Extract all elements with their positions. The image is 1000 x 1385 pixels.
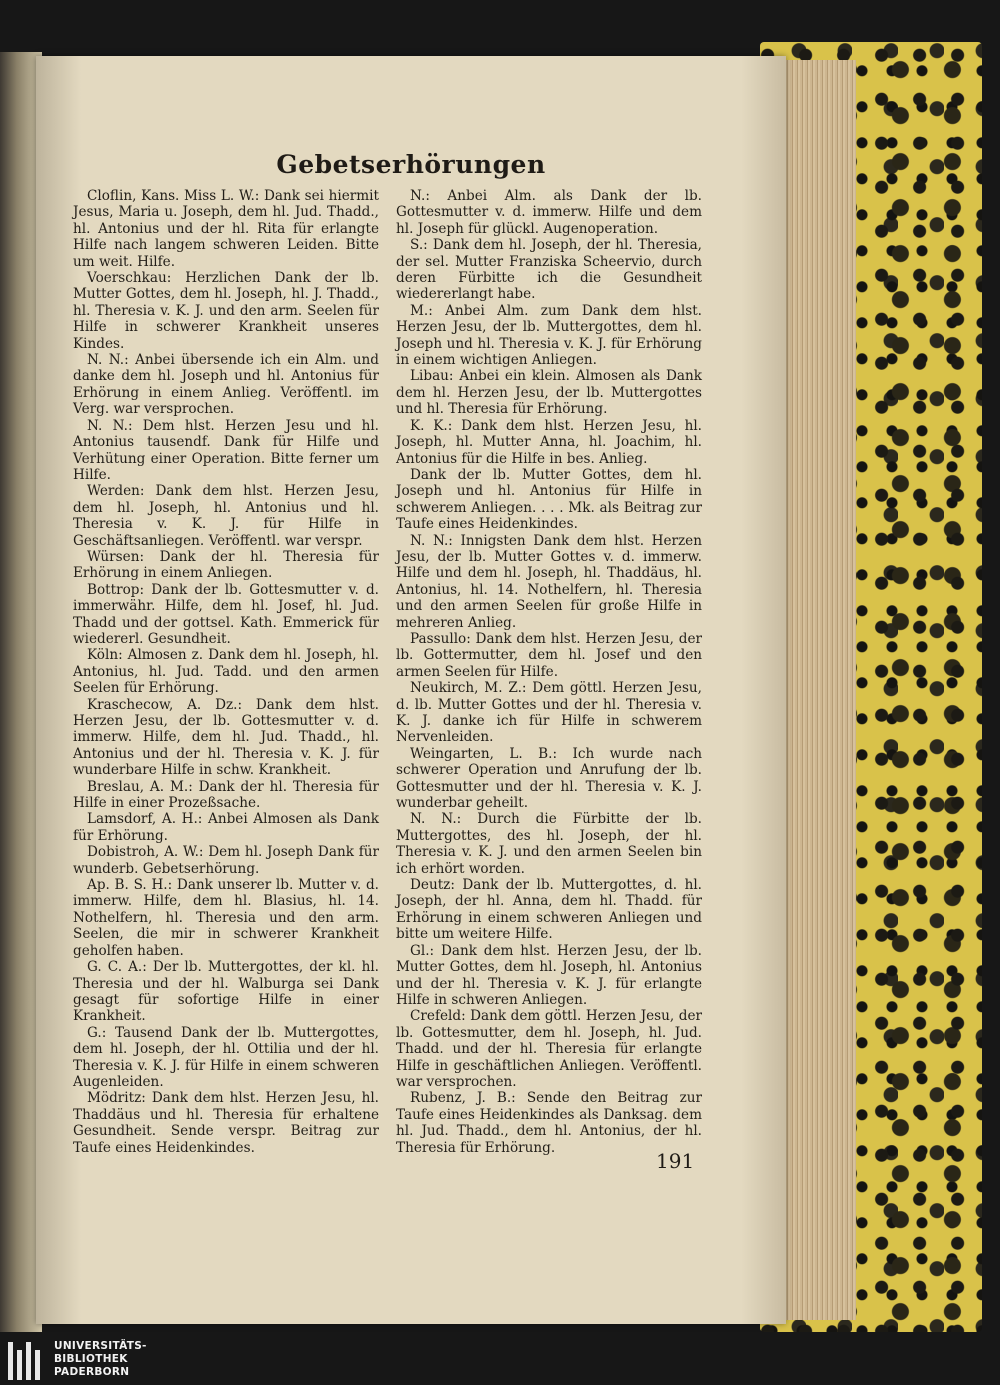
entry-paragraph: Breslau, A. M.: Dank der hl. Theresia für Hilfe in einer Prozeßsache. — [73, 778, 379, 812]
entry-paragraph: Cloflin, Kans. Miss L. W.: Dank sei hiermit Jesus, Maria u. Joseph, dem hl. Jud. Thadd., hl. Antonius und der hl. Rita für erlangte Hilfe nach langem schweren Leiden. Bitte um weit. Hilfe. — [73, 188, 379, 270]
entry-paragraph: Lamsdorf, A. H.: Anbei Almosen als Dank für Erhörung. — [73, 811, 379, 844]
entry-paragraph: N. N.: Durch die Fürbitte der lb. Muttergottes, des hl. Joseph, der hl. Theresia v. K. J. und den armen Seelen bin ich erhört worden. — [396, 811, 702, 877]
entry-paragraph: Crefeld: Dank dem göttl. Herzen Jesu, der lb. Gottesmutter, dem hl. Joseph, hl. Jud. Thadd. und der hl. Theresia für erlangte Hilfe in geschäftlichen Anliegen. Veröffentl. war versprochen. — [396, 1008, 702, 1090]
entry-paragraph: Rubenz, J. B.: Sende den Beitrag zur Taufe eines Heidenkindes als Danksag. dem hl. Jud. Thadd., dem hl. Antonius, der hl. Theresia für Erhörung. — [396, 1090, 702, 1156]
entry-paragraph: Deutz: Dank der lb. Muttergottes, d. hl. Joseph, der hl. Anna, dem hl. Thadd. für Erhörung in einem schweren Anliegen und bitte um weitere Hilfe. — [396, 877, 702, 943]
entry-paragraph: Passullo: Dank dem hlst. Herzen Jesu, der lb. Gottermutter, dem hl. Josef und den armen Seelen für Hilfe. — [396, 630, 702, 680]
entry-paragraph: Neukirch, M. Z.: Dem göttl. Herzen Jesu, d. lb. Mutter Gottes und der hl. Theresia v. K. J. danke ich für Hilfe in schwerem Nervenleiden. — [396, 680, 702, 746]
logo-line: BIBLIOTHEK — [54, 1353, 128, 1365]
entry-paragraph: Ap. B. S. H.: Dank unserer lb. Mutter v. d. immerw. Hilfe, dem hl. Blasius, hl. 14. Nothelfern, hl. Theresia und den arm. Seelen, die mir in schwerer Krankheit geholfen haben. — [73, 877, 379, 959]
entry-paragraph: N. N.: Innigsten Dank dem hlst. Herzen Jesu, der lb. Mutter Gottes v. d. immerw. Hilfe und dem hl. Joseph, hl. Thaddäus, hl. Antonius, hl. 14. Nothelfern, hl. Theresia und den armen Seelen für große Hilfe in mehreren Anlieg. — [396, 532, 702, 631]
library-logo-text — [54, 1340, 204, 1379]
entry-paragraph: Würsen: Dank der hl. Theresia für Erhörung in einem Anliegen. — [73, 548, 379, 582]
entry-paragraph: Weingarten, L. B.: Ich wurde nach schwerer Operation und Anrufung der lb. Gottesmutter und der hl. Theresia v. K. J. wunderbar geheilt. — [396, 745, 702, 812]
entry-paragraph: G.: Tausend Dank der lb. Muttergottes, dem hl. Joseph, der hl. Ottilia und der hl. Theresia v. K. J. für Hilfe in einem schweren Augenleiden. — [73, 1024, 379, 1090]
entry-paragraph: Libau: Anbei ein klein. Almosen als Dank dem hl. Herzen Jesu, der lb. Muttergottes und hl. Theresia für Erhörung. — [396, 368, 702, 418]
entry-paragraph: N.: Anbei Alm. als Dank der lb. Gottesmutter v. d. immerw. Hilfe und dem hl. Joseph für glückl. Augenoperation. — [396, 188, 702, 237]
entry-paragraph: Voerschkau: Herzlichen Dank der lb. Mutter Gottes, dem hl. Joseph, hl. J. Thadd., hl. Theresia v. K. J. und den arm. Seelen für Hilfe in schwerer Krankheit unseres Kindes. — [73, 270, 379, 352]
logo-line: PADERBORN — [54, 1366, 130, 1378]
entry-paragraph: Dobistroh, A. W.: Dem hl. Joseph Dank für wunderb. Gebetserhörung. — [73, 844, 379, 877]
page-heading: Gebetserhörungen — [276, 150, 546, 179]
entry-paragraph: Gl.: Dank dem hlst. Herzen Jesu, der lb. Mutter Gottes, dem hl. Joseph, hl. Antonius und der hl. Theresia v. K. J. für erlangte Hilfe in schweren Anliegen. — [396, 942, 702, 1008]
text-column-right — [396, 188, 702, 1156]
library-logo-icon — [8, 1342, 42, 1380]
entry-paragraph: Kraschecow, A. Dz.: Dank dem hlst. Herzen Jesu, der lb. Gottesmutter v. d. immerw. Hilfe, dem hl. Jud. Thadd., hl. Antonius und der hl. Theresia v. K. J. für wunderbare Hilfe in schw. Krankheit. — [73, 696, 379, 779]
entry-paragraph: Dank der lb. Mutter Gottes, dem hl. Joseph und hl. Antonius für Hilfe in schwerem Anliegen. . . . Mk. als Beitrag zur Taufe eines Heidenkindes. — [396, 466, 702, 533]
entry-paragraph: Mödritz: Dank dem hlst. Herzen Jesu, hl. Thaddäus und hl. Theresia für erhaltene Gesundheit. Sende verspr. Beitrag zur Taufe eines Heidenkindes. — [73, 1090, 379, 1156]
library-logo — [8, 1340, 208, 1382]
entry-paragraph: K. K.: Dank dem hlst. Herzen Jesu, hl. Joseph, hl. Mutter Anna, hl. Joachim, hl. Antonius für die Hilfe in bes. Anlieg. — [396, 417, 702, 467]
page-number: 191 — [656, 1149, 695, 1173]
entry-paragraph: N. N.: Anbei übersende ich ein Alm. und danke dem hl. Joseph und hl. Antonius für Erhörung in einem Anlieg. Veröffentl. im Verg. war versprochen. — [73, 352, 379, 418]
entry-paragraph: Köln: Almosen z. Dank dem hl. Joseph, hl. Antonius, hl. Jud. Tadd. und den armen Seelen für Erhörung. — [73, 647, 379, 697]
entry-paragraph: G. C. A.: Der lb. Muttergottes, der kl. hl. Theresia und der hl. Walburga sei Dank gesagt für sofortige Hilfe in einer Krankheit. — [73, 959, 379, 1025]
book-page — [36, 56, 786, 1324]
entry-paragraph: Werden: Dank dem hlst. Herzen Jesu, dem hl. Joseph, hl. Antonius und hl. Theresia v. K. J. für Hilfe in Geschäftsanliegen. Veröffentl. war verspr. — [73, 483, 379, 549]
entry-paragraph: N. N.: Dem hlst. Herzen Jesu und hl. Antonius tausendf. Dank für Hilfe und Verhütung einer Operation. Bitte ferner um Hilfe. — [73, 417, 379, 483]
logo-line: UNIVERSITÄTS- — [54, 1340, 147, 1352]
entry-paragraph: Bottrop: Dank der lb. Gottesmutter v. d. immerwähr. Hilfe, dem hl. Josef, hl. Jud. Thadd und der gottsel. Kath. Emmerick für wiedererl. Gesundheit. — [73, 581, 379, 647]
entry-paragraph: M.: Anbei Alm. zum Dank dem hlst. Herzen Jesu, der lb. Muttergottes, dem hl. Joseph und hl. Theresia v. K. J. für Erhörung in einem wichtigen Anliegen. — [396, 302, 702, 369]
text-column-left — [73, 188, 379, 1156]
entry-paragraph: S.: Dank dem hl. Joseph, der hl. Theresia, der sel. Mutter Franziska Scheervio, durch deren Fürbitte ich die Gesundheit wiedererlangt habe. — [396, 237, 702, 303]
